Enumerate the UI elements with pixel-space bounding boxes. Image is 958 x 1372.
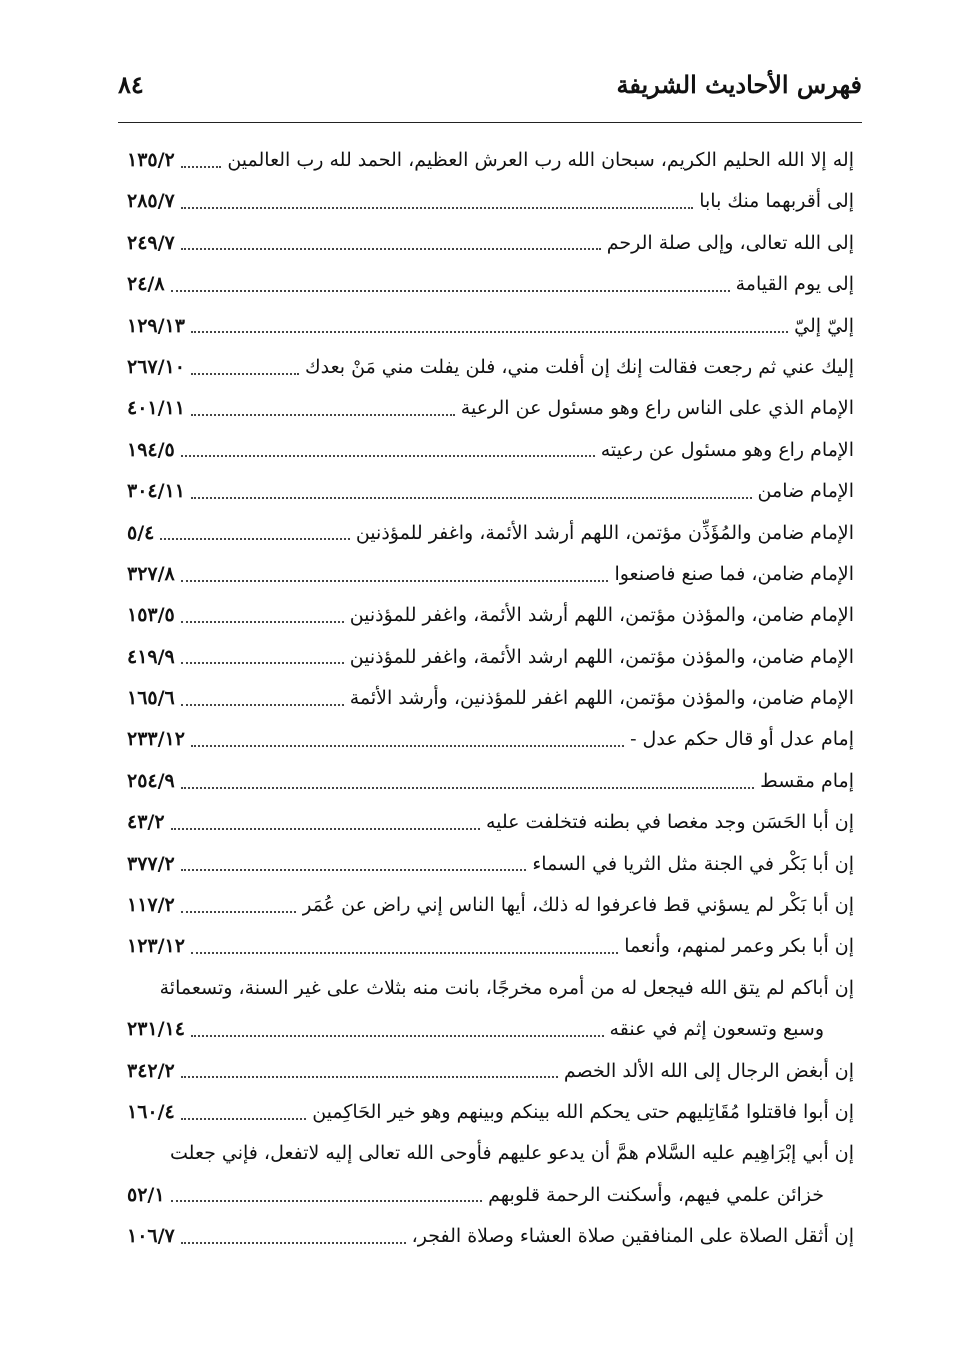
leader-dots (181, 662, 344, 664)
leader-dots (191, 331, 788, 333)
leader-dots (191, 1035, 604, 1037)
entry-reference: ٣٠٤/١١ (127, 480, 185, 503)
index-entry (127, 1092, 854, 1133)
entry-text: إن أبا بَكْر في الجنة مثل الثريا في السماء (532, 852, 854, 875)
entry-text: إليك عني ثم رجعت فقالت إنك إن أفلت مني، فلن يفلت مني مَنْ بعدك (305, 355, 854, 378)
index-entry (127, 1051, 854, 1092)
entry-reference: ٢٣١/١٤ (127, 1018, 185, 1041)
entry-reference: ١٥٣/٥ (127, 604, 175, 627)
entry-reference: ١٠٦/٧ (127, 1225, 175, 1248)
index-entry (127, 968, 854, 1009)
entry-text: إن أبا بَكْر لم يسؤني قط فاعرفوا له ذلك، أيها الناس إني راض عن عُمَر (302, 894, 854, 917)
entry-reference: ٤٣/٢ (127, 811, 165, 834)
entry-reference: ٥٢/١ (127, 1183, 165, 1206)
entry-reference: ١٦٥/٦ (127, 687, 175, 710)
entry-text: الإمام ضامن، فما صنع فاصنعوا (614, 562, 854, 585)
entry-text: إن أبوا فاقتلوا مُقَاتِليهم حتى يحكم الله بينكم وبينهم وهو خير الحَاكِمين (312, 1100, 854, 1123)
index-entry (127, 1133, 854, 1174)
index-entry (127, 388, 854, 429)
entry-text: الإمام ضامن، والمؤذن مؤتمن، اللهم ارشد الأئمة، واغفر للمؤذنين (349, 645, 854, 668)
entry-text: إلى يوم القيامة (735, 273, 854, 296)
leader-dots (191, 373, 299, 375)
page-title: فهرس الأحاديث الشريفة (616, 70, 862, 99)
index-entry (127, 595, 854, 636)
entry-text: الإمام ضامن، والمؤذن مؤتمن، اللهم أرشد الأئمة، واغفر للمؤذنين (349, 604, 854, 627)
index-entry (127, 761, 854, 802)
leader-dots (171, 1200, 483, 1202)
index-entry (127, 678, 854, 719)
index-entry (127, 306, 854, 347)
header-divider (118, 122, 862, 123)
entry-reference: ١٦٠/٤ (127, 1100, 175, 1123)
index-entry (127, 223, 854, 264)
leader-dots (181, 580, 609, 582)
leader-dots (181, 166, 222, 168)
entry-reference: ١٣٥/٢ (127, 149, 175, 171)
leader-dots (181, 869, 527, 871)
entry-reference: ٢٤/٨ (127, 273, 165, 296)
entry-text: إن أباكم لم يتق الله فيجعل له من أمره مخرجًا، بانت منه بثلاث على غير السنة، وتسعمائة (159, 976, 854, 999)
leader-dots (191, 414, 455, 416)
entry-reference: ٤٠١/١١ (127, 397, 185, 420)
leader-dots (181, 207, 693, 209)
leader-dots (181, 704, 344, 706)
entry-text: الإمام ضامن (757, 480, 854, 503)
entry-reference: ١١٧/٢ (127, 894, 175, 917)
index-entry (127, 347, 854, 388)
entry-text: إلى أقربهما منك بابا (699, 190, 854, 213)
entry-reference: ٣٤٢/٢ (127, 1059, 175, 1082)
index-entry (127, 1009, 854, 1050)
entry-reference: ١٢٣/١٢ (127, 935, 185, 958)
index-entry (127, 1216, 854, 1257)
entry-reference: ١٢٩/١٣ (127, 314, 185, 337)
entry-reference: ٢٣٣/١٢ (127, 728, 185, 751)
entry-text: الإمام ضامن والمُؤَذِّن مؤتمن، اللهم أرشد الأئمة، واغفر للمؤذنين (355, 521, 854, 544)
leader-dots (191, 952, 618, 954)
index-entry (127, 844, 854, 885)
leader-dots (171, 290, 730, 292)
entry-text: إليّ إليّ (794, 314, 854, 337)
entry-text: إن أبا الحَسَن وجد مغصا في بطنه فتخلفت عليه (485, 811, 854, 834)
index-entry (127, 181, 854, 222)
entry-reference: ٤١٩/٩ (127, 645, 175, 668)
page-header (118, 62, 862, 120)
index-entry (127, 554, 854, 595)
entry-text: الإمام ضامن، والمؤذن مؤتمن، اللهم اغفر للمؤذنين، وأرشد الأئمة (349, 687, 854, 710)
leader-dots (181, 787, 754, 789)
entry-text: الإمام راع وهو مسئول عن رعيته (600, 438, 854, 461)
index-entry (127, 430, 854, 471)
entry-text: إن أبي إبْرَاهِيم عليه السَّلام همَّ أن يدعو عليهم فأوحى الله تعالى إليه لاتفعل، فإني جعلت (170, 1142, 854, 1165)
hadith-index-list (127, 140, 854, 1258)
index-entry (127, 264, 854, 305)
entry-text: إن أبا بكر وعمر لمنهم، وأنعما (624, 935, 854, 958)
entry-reference: ١٩٤/٥ (127, 438, 175, 461)
page-number: ٨٤ (118, 70, 144, 99)
leader-dots (181, 1242, 406, 1244)
entry-reference: ٢٨٥/٧ (127, 190, 175, 213)
entry-text: إله إلا الله الحليم الكريم، سبحان الله رب العرش العظيم، الحمد لله رب العالمين (227, 149, 854, 171)
leader-dots (181, 621, 344, 623)
leader-dots (191, 745, 624, 747)
leader-dots (181, 1076, 558, 1078)
leader-dots (160, 538, 349, 540)
index-entry (127, 719, 854, 760)
leader-dots (181, 248, 601, 250)
entry-text: إلى الله تعالى، وإلى صلة الرحم (606, 231, 854, 254)
entry-text: وسبع وتسعون إثم في عنقه (609, 1018, 824, 1041)
leader-dots (181, 911, 297, 913)
index-entry (127, 471, 854, 512)
index-entry (127, 637, 854, 678)
index-entry (127, 513, 854, 554)
entry-text: خزائن علمي فيهم، وأسكنت الرحمة قلوبهم (488, 1183, 824, 1206)
index-entry (127, 802, 854, 843)
leader-dots (181, 455, 595, 457)
entry-text: إمام عدل أو قال حكم عدل - (630, 728, 854, 751)
index-entry (127, 1175, 854, 1216)
entry-reference: ٢٤٩/٧ (127, 231, 175, 254)
leader-dots (171, 828, 480, 830)
entry-text: إن أبغض الرجال إلى الله الألد الخصم (563, 1059, 854, 1082)
leader-dots (181, 1118, 306, 1120)
entry-text: إمام مقسط (760, 769, 854, 792)
index-entry (127, 926, 854, 967)
entry-reference: ٣٧٧/٢ (127, 852, 175, 875)
entry-reference: ٢٥٤/٩ (127, 769, 175, 792)
entry-reference: ٢٦٧/١٠ (127, 355, 185, 378)
index-entry (127, 140, 854, 181)
leader-dots (191, 497, 752, 499)
entry-text: الإمام الذي على الناس راع وهو مسئول عن الرعية (460, 397, 854, 420)
entry-reference: ٣٢٧/٨ (127, 562, 175, 585)
entry-text: إن أثقل الصلاة على المنافقين صلاة العشاء وصلاة الفجر، (411, 1225, 854, 1248)
index-entry (127, 885, 854, 926)
entry-reference: ٥/٤ (127, 521, 155, 544)
